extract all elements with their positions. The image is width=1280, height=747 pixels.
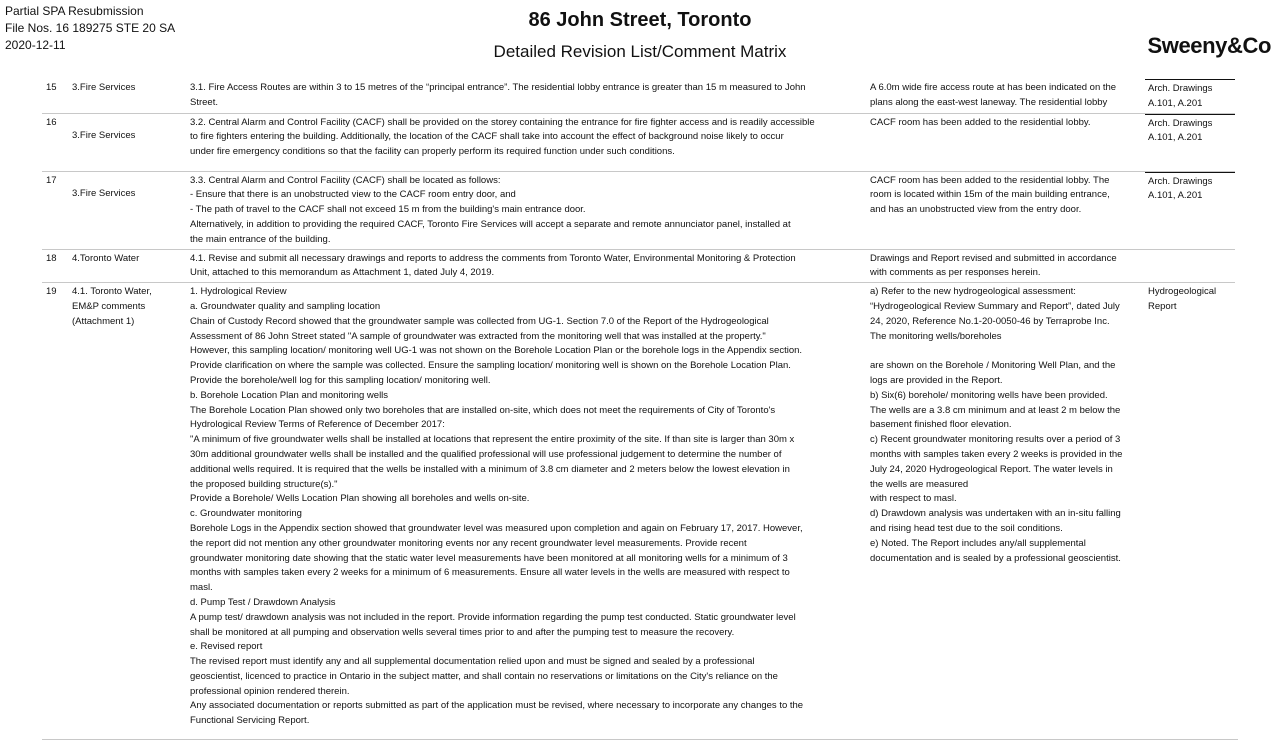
row-comment-line: Unit, attached to this memorandum as Attachment 1, dated July 4, 2019.: [190, 267, 495, 279]
row-reference-line: Arch. Drawings: [1148, 83, 1213, 94]
row-comment-line: shall be monitored at all pumping and observation wells several times prior to and after the pumping test to measure the recovery.: [190, 626, 735, 638]
table-bottom-rule: [42, 739, 1238, 740]
row-comment-line: d. Pump Test / Drawdown Analysis: [190, 596, 336, 608]
row-response-line: CACF room has been added to the residential lobby. The: [870, 174, 1110, 186]
row-number: 19: [42, 283, 69, 730]
row-response-line: The monitoring wells/boreholes: [870, 330, 1002, 342]
comment-matrix-table: [42, 79, 1235, 730]
row-comment-line: Chain of Custody Record showed that the groundwater sample was collected from UG-1. Section 7.0 of the Report of the Hydrogeological: [190, 315, 769, 327]
row-number: 17: [42, 171, 69, 249]
row-comment-line: masl.: [190, 582, 213, 594]
row-comment-line: Provide clarification on where the sample was collected. Ensure the sampling location/ monitoring well is shown on the Borehole Location Plan.: [190, 360, 791, 372]
table-row: [42, 283, 1235, 730]
row-reference: [1145, 171, 1235, 249]
row-comment-line: 3.3. Central Alarm and Control Facility (CACF) shall be located as follows:: [190, 174, 501, 186]
row-response: [867, 113, 1145, 171]
row-comment-line: Functional Servicing Report.: [190, 715, 310, 727]
row-comment-line: The revised report must identify any and all supplemental documentation relied upon and must be signed and sealed by a professional: [190, 656, 755, 668]
row-comment: [187, 113, 867, 171]
page-title: 86 John Street, Toronto: [528, 9, 752, 31]
row-comment-line: - The path of travel to the CACF shall not exceed 15 m from the building's main entrance door.: [190, 204, 586, 216]
row-comment-line: 1. Hydrological Review: [190, 286, 287, 298]
row-reference: [1145, 79, 1235, 113]
row-comment-line: months with samples taken every 2 weeks for a minimum of 6 measurements. Ensure all water levels in the wells are measured with respect to: [190, 567, 790, 579]
row-response-line: logs are provided in the Report.: [870, 374, 1003, 386]
row-comment-line: Alternatively, in addition to providing the required CACF, Toronto Fire Services will accept a separate and remote annunciator panel, installed at: [190, 218, 791, 230]
row-response-line: months with samples taken every 2 weeks is provided in the: [870, 448, 1123, 460]
table-row: [42, 79, 1235, 113]
row-response-line: CACF room has been added to the residential lobby.: [870, 116, 1091, 128]
row-response-line: documentation and is sealed by a professional geoscientist.: [870, 552, 1121, 564]
row-response-line: e) Noted. The Report includes any/all supplemental: [870, 537, 1086, 549]
row-category: [69, 171, 187, 249]
table-row: [42, 171, 1235, 249]
row-comment-line: A pump test/ drawdown analysis was not included in the report. Provide information regarding the pump test conducted. Static groundwater level: [190, 611, 796, 623]
row-comment-line: The Borehole Location Plan showed only two boreholes that are installed on-site, which does not meet the requirements of City of Toronto's: [190, 404, 776, 416]
row-response-line: “Hydrogeological Review Summary and Report”, dated July: [870, 300, 1120, 312]
row-reference-line: Hydrogeological: [1148, 286, 1217, 298]
row-comment-line: a. Groundwater quality and sampling location: [190, 300, 381, 312]
row-response-line: a) Refer to the new hydrogeological assessment:: [870, 286, 1076, 298]
row-response: [867, 79, 1145, 113]
row-reference-line: A.101, A.201: [1148, 190, 1203, 202]
row-comment-line: Any associated documentation or reports submitted as part of the application must be revised, where necessary to incorporate any changes to the: [190, 700, 804, 712]
row-category-line: 3.Fire Services: [72, 129, 136, 141]
row-comment-line: c. Groundwater monitoring: [190, 508, 302, 520]
row-response-line: The wells are a 3.8 cm minimum and at least 2 m below the: [870, 404, 1121, 416]
row-reference-line: Report: [1148, 300, 1177, 312]
row-category-line: 3.Fire Services: [72, 82, 136, 93]
company-logo: Sweeny&Co: [1147, 33, 1271, 58]
row-reference-line: Arch. Drawings: [1148, 175, 1213, 187]
row-number: 18: [42, 249, 69, 283]
row-category: [69, 113, 187, 171]
row-comment: [187, 283, 867, 730]
row-response-line: July 24, 2020 Hydrogeological Report. The water levels in: [870, 463, 1113, 475]
row-category-line: 4.1. Toronto Water,: [72, 286, 152, 298]
row-comment-line: the report did not mention any other groundwater monitoring events nor any recent groundwater level measurements. Provide recent: [190, 537, 747, 549]
page-subtitle: Detailed Revision List/Comment Matrix: [493, 42, 787, 61]
row-comment-line: under fire emergency conditions so that the facility can properly perform its required function under such conditions.: [190, 146, 675, 158]
row-response-line: with comments as per responses herein.: [870, 267, 1041, 279]
row-reference: [1145, 113, 1235, 171]
row-comment-line: "A minimum of five groundwater wells shall be installed at locations that represent the entire proximity of the site. If than site is larger than 30m x: [190, 434, 795, 446]
row-number: 16: [42, 113, 69, 171]
row-comment-line: 3.1. Fire Access Routes are within 3 to 15 metres of the “principal entrance”. The residential lobby entrance is greater than 15 m measured to John: [190, 82, 806, 93]
row-category: [69, 249, 187, 283]
row-comment-line: Borehole Logs in the Appendix section showed that groundwater level was measured upon completion and again on February 17, 2017. However,: [190, 522, 803, 534]
row-comment-line: additional wells required. It is required that the wells be installed with a minimum of 3.8 cm diameter and 2 meters below the lowest elevation in: [190, 463, 790, 475]
row-reference: [1145, 283, 1235, 730]
submission-type: Partial SPA Resubmission: [5, 4, 144, 18]
row-category-line: (Attachment 1): [72, 315, 135, 327]
row-response-line: 24, 2020, Reference No.1-20-0050-46 by Terraprobe Inc.: [870, 315, 1110, 327]
row-response-line: and has an unobstructed view from the entry door.: [870, 204, 1082, 216]
row-number: 15: [46, 82, 57, 93]
row-response-line: are shown on the Borehole / Monitoring Well Plan, and the: [870, 360, 1116, 372]
row-comment-line: However, this sampling location/ monitoring well UG-1 was not shown on the Borehole Location Plan or the borehole logs in the Appendix section.: [190, 345, 803, 357]
row-response-line: d) Drawdown analysis was undertaken with an in-situ falling: [870, 508, 1121, 520]
row-comment-line: - Ensure that there is an unobstructed view to the CACF room entry door, and: [190, 189, 516, 201]
row-category: [69, 283, 187, 730]
row-response-line: [870, 344, 1142, 359]
file-numbers: File Nos. 16 189275 STE 20 SA: [5, 21, 176, 35]
row-response-line: basement finished floor elevation.: [870, 419, 1012, 431]
row-response: [867, 249, 1145, 283]
row-comment-line: groundwater monitoring date showing that the static water level measurements have been monitored at all monitoring wells for a minimum of 3: [190, 552, 788, 564]
row-comment-line: professional opinion rendered therein.: [190, 685, 350, 697]
row-reference-line: Arch. Drawings: [1148, 117, 1213, 129]
row-response-line: with respect to masl.: [870, 493, 957, 505]
row-comment-line: the main entrance of the building.: [190, 233, 331, 245]
row-comment-line: Provide a Borehole/ Wells Location Plan showing all boreholes and wells on-site.: [190, 493, 530, 505]
row-comment-line: Hydrological Review Terms of Reference of December 2017:: [190, 419, 445, 431]
row-response-line: the wells are measured: [870, 478, 969, 490]
row-comment-line: 4.1. Revise and submit all necessary drawings and reports to address the comments from Toronto Water, Environmental Monitoring & Protection: [190, 252, 796, 264]
row-response-line: plans along the east-west laneway. The residential lobby: [870, 96, 1108, 108]
row-response-line: b) Six(6) borehole/ monitoring wells have been provided.: [870, 389, 1108, 401]
row-category: [69, 79, 187, 113]
row-comment-line: geoscientist, licenced to practice in Ontario in the subject matter, and shall contain no reservations or limitations on the City's reliance on the: [190, 670, 778, 682]
document-date: 2020-12-11: [5, 38, 66, 52]
row-comment-line: to fire fighters entering the building. Additionally, the location of the CACF shall take into account the effect of background noise likely to occur: [190, 131, 784, 143]
row-comment-line: 30m additional groundwater wells shall be installed and the qualified professional will use professional judgement to determine the number of: [190, 448, 782, 460]
row-comment-line: Provide the borehole/well log for this sampling location/ monitoring well.: [190, 374, 491, 386]
table-row: [42, 113, 1235, 171]
row-response: [867, 171, 1145, 249]
row-comment-line: e. Revised report: [190, 641, 263, 653]
row-comment: [187, 249, 867, 283]
row-reference: [1145, 249, 1235, 283]
row-comment: [187, 79, 867, 113]
row-category-line: EM&P comments: [72, 300, 146, 312]
row-comment: [187, 171, 867, 249]
row-comment-line: b. Borehole Location Plan and monitoring wells: [190, 389, 389, 401]
row-category-line: 3.Fire Services: [72, 187, 136, 199]
row-reference-line: A.101, A.201: [1148, 97, 1203, 109]
row-comment-line: Street.: [190, 96, 218, 108]
row-reference-line: A.101, A.201: [1148, 132, 1203, 144]
row-comment-line: Assessment of 86 John Street stated "A sample of groundwater was extracted from the monitoring well that was installed at the property.": [190, 330, 766, 342]
row-comment-line: 3.2. Central Alarm and Control Facility (CACF) shall be provided on the storey containing the entrance for fire fighter access and is readily accessible: [190, 116, 815, 128]
row-category-line: 4.Toronto Water: [72, 252, 140, 264]
row-response-line: room is located within 15m of the main building entrance,: [870, 189, 1110, 201]
row-response: [867, 283, 1145, 730]
row-response-line: and rising head test due to the soil conditions.: [870, 522, 1063, 534]
row-response-line: Drawings and Report revised and submitted in accordance: [870, 252, 1117, 264]
row-response-line: c) Recent groundwater monitoring results over a period of 3: [870, 434, 1121, 446]
table-row: [42, 249, 1235, 283]
row-response-line: A 6.0m wide fire access route at has been indicated on the: [870, 82, 1117, 93]
row-comment-line: the proposed building structure(s).": [190, 478, 338, 490]
